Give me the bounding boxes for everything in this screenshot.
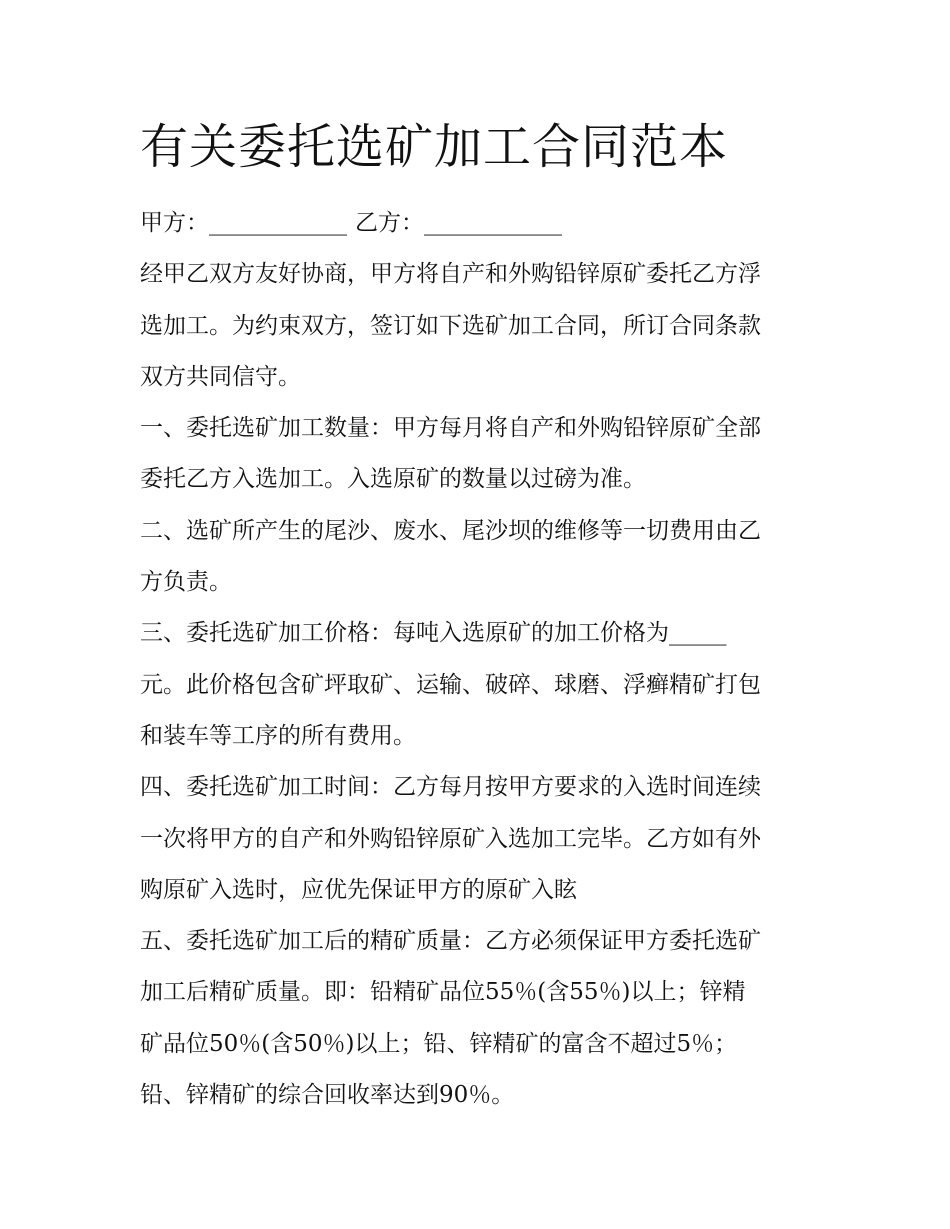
clause-1-line-2: 委托乙方入选加工。入选原矿的数量以过磅为准。 [140,466,646,493]
paragraph-intro-line-3: 双方共同信守。 [140,363,301,390]
party-b-label: 乙方： [355,210,424,236]
paragraph-intro-line-1: 经甲乙双方友好协商，甲方将自产和外购铅锌原矿委托乙方浮 [140,261,761,288]
paragraph-intro-line-2: 选加工。为约束双方，签订如下选矿加工合同，所订合同条款 [140,312,761,339]
clause-3-line-1: 三、委托选矿加工价格：每吨入选原矿的加工价格为_____ [140,620,727,647]
clause-5-line-3: 矿品位50％(含50％)以上；铅、锌精矿的富含不超过5％； [140,1030,738,1057]
clause-2-line-1: 二、选矿所产生的尾沙、废水、尾沙坝的维修等一切费用由乙 [140,517,761,544]
parties-line [140,198,820,249]
clause-2-line-2: 方负责。 [140,569,232,596]
clause-3-line-2: 元。此价格包含矿坪取矿、运输、破碎、球磨、浮癣精矿打包 [140,671,761,698]
document-body [140,198,820,1121]
document-title: 有关委托选矿加工合同范本 [140,119,729,175]
party-b-blank: ____________ [424,210,562,236]
party-a-blank: ____________ [209,210,347,236]
clause-4-line-2: 一次将甲方的自产和外购铅锌原矿入选加工完毕。乙方如有外 [140,825,761,852]
clause-4-line-1: 四、委托选矿加工时间：乙方每月按甲方要求的入选时间连续 [140,774,761,801]
clause-5-line-4: 铅、锌精矿的综合回收率达到90％。 [140,1082,515,1109]
clause-4-line-3: 购原矿入选时，应优先保证甲方的原矿入眩 [140,876,577,903]
clause-3-line-3: 和装车等工序的所有费用。 [140,722,416,749]
party-a-label: 甲方： [140,210,209,236]
clause-5-line-1: 五、委托选矿加工后的精矿质量：乙方必须保证甲方委托选矿 [140,928,761,955]
clause-1-line-1: 一、委托选矿加工数量：甲方每月将自产和外购铅锌原矿全部 [140,415,761,442]
clause-5-line-2: 加工后精矿质量。即：铅精矿品位55％(含55％)以上；锌精 [140,979,746,1006]
